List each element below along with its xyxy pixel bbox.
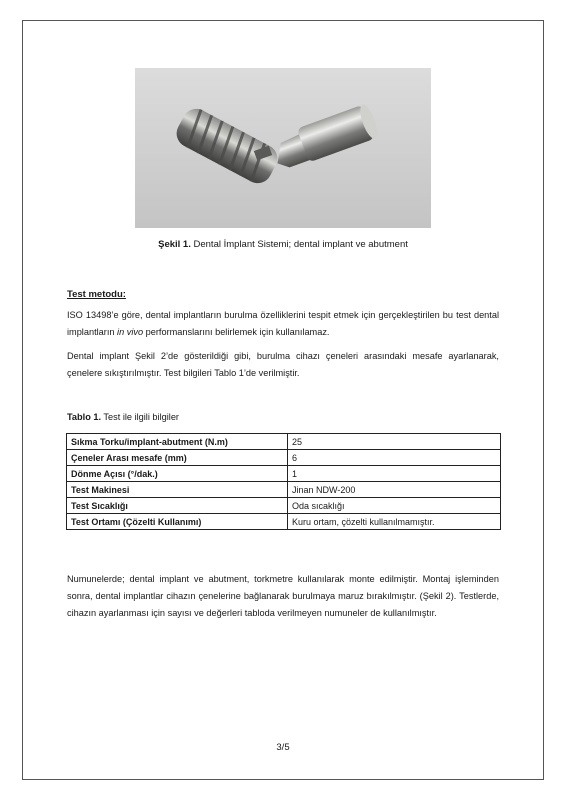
table-cell-key: Çeneler Arası mesafe (mm) <box>67 450 288 466</box>
paragraph-1-part2: performanslarını belirlemek için kullanılamaz. <box>143 327 330 337</box>
paragraph-3: Numunelerde; dental implant ve abutment, torkmetre kullanılarak monte edilmiştir. Montaj işleminden sonra, dental implantlar cihazın çenelerine bağlanarak burulmaya maruz bırakılmıştır. (Şekil 2). Testlerde, cihazın ayarlanması için sayısı ve değerleri tabloda verilmeyen numuneler de kullanılmıştır. <box>67 574 499 618</box>
table-row <box>67 498 501 514</box>
table-cell-value: 6 <box>288 450 501 466</box>
table-row <box>67 482 501 498</box>
table-cell-value: Oda sıcaklığı <box>288 498 501 514</box>
table-cell-value: 25 <box>288 434 501 450</box>
table-cell-key: Sıkma Torku/implant-abutment (N.m) <box>67 434 288 450</box>
table-row <box>67 434 501 450</box>
table-caption-text: Test ile ilgili bilgiler <box>103 412 179 422</box>
abutment <box>269 103 381 173</box>
table-caption-label: Tablo 1. <box>67 412 102 422</box>
page-number: 3/5 <box>276 742 290 753</box>
figure-caption <box>0 239 566 250</box>
paragraph-1-part1: ISO 13498’e göre, dental implantların burulma özelliklerini tespit etmek için gerçekleştirilen bu test dental implantların <box>67 310 499 337</box>
table-row <box>67 466 501 482</box>
section-heading: Test metodu: <box>67 289 126 300</box>
table-cell-key: Test Ortamı (Çözelti Kullanımı) <box>67 514 288 530</box>
implant-screw <box>172 104 283 188</box>
figure-text: Dental İmplant Sistemi; dental implant ve abutment <box>193 239 408 250</box>
table-cell-value: 1 <box>288 466 501 482</box>
table-caption <box>67 412 179 422</box>
table-row <box>67 514 501 530</box>
table-cell-value: Jinan NDW-200 <box>288 482 501 498</box>
implant-abutment-image <box>135 68 431 228</box>
implant-photo <box>135 68 431 228</box>
test-info-table <box>66 433 501 530</box>
table-cell-key: Test Makinesi <box>67 482 288 498</box>
table-cell-value: Kuru ortam, çözelti kullanılmamıştır. <box>288 514 501 530</box>
paragraph-1 <box>67 307 499 341</box>
table-cell-key: Dönme Açısı (°/dak.) <box>67 466 288 482</box>
paragraph-2: Dental implant Şekil 2’de gösterildiği gibi, burulma cihazı çeneleri arasındaki mesafe ayarlanarak, çenelere sıkıştırılmıştır. Test bilgileri Tablo 1’de verilmiştir. <box>67 351 499 378</box>
figure-label: Şekil 1. <box>158 239 191 250</box>
table-row <box>67 450 501 466</box>
paragraph-1-italic: in vivo <box>117 327 144 337</box>
table-cell-key: Test Sıcaklığı <box>67 498 288 514</box>
